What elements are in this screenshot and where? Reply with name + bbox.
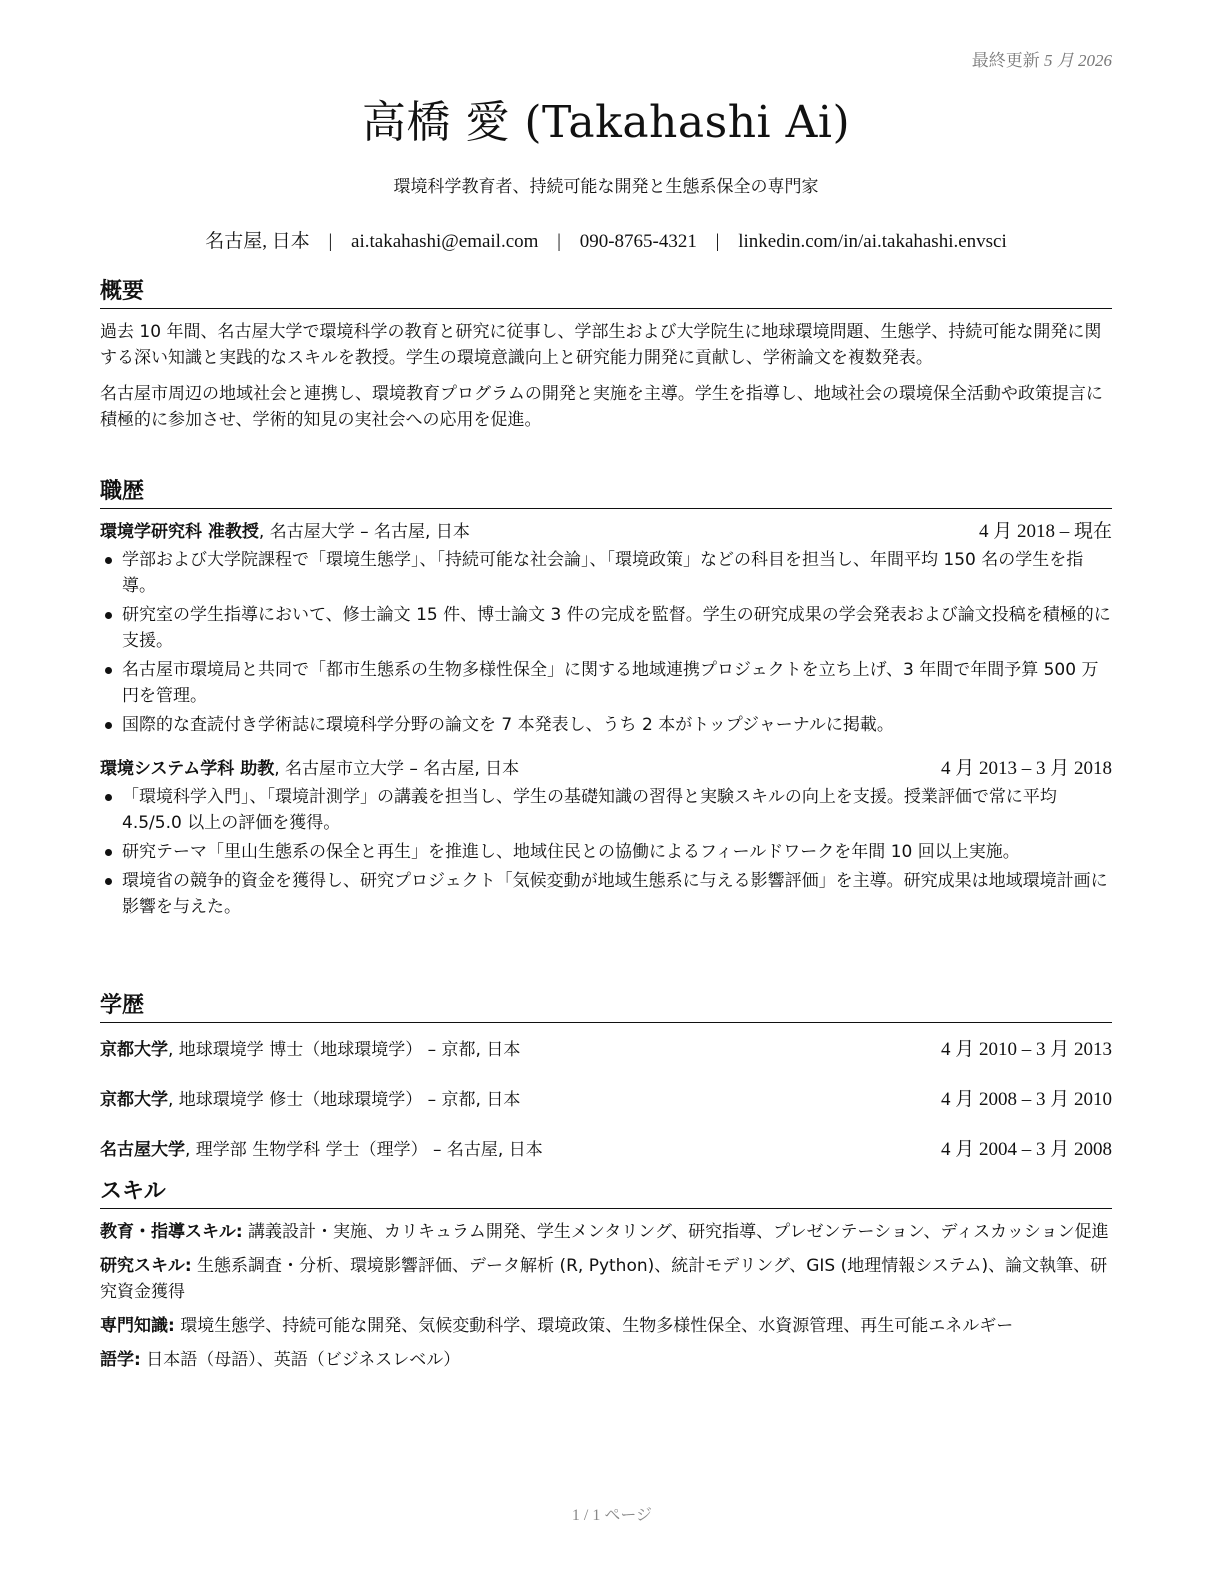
contact-line [100, 226, 1112, 253]
education-item [100, 1037, 1112, 1063]
education-school: 名古屋大学 [100, 1140, 185, 1160]
job-bullets [100, 784, 1112, 920]
contact-email[interactable]: ai.takahashi@email.com [351, 231, 539, 252]
job-bullet: 環境省の競争的資金を獲得し、研究プロジェクト「気候変動が地域生態系に与える影響評価」を主導。研究成果は地域環境計画に影響を与えた。 [122, 868, 1112, 920]
experience-section [100, 478, 1112, 923]
education-dates: 4 月 2008 – 3 月 2010 [940, 1089, 1112, 1110]
education-item [100, 1087, 1112, 1113]
education-dates: 4 月 2010 – 3 月 2013 [940, 1039, 1112, 1060]
skills-title: スキル [100, 1178, 1112, 1209]
job-bullet: 名古屋市環境局と共同で「都市生態系の生物多様性保全」に関する地域連携プロジェクトを立ち上げ、3 年間で年間予算 500 万円を管理。 [122, 657, 1112, 709]
education-dates: 4 月 2004 – 3 月 2008 [940, 1139, 1112, 1160]
job-bullet: 研究室の学生指導において、修士論文 15 件、博士論文 3 件の完成を監督。学生の研究成果の学会発表および論文投稿を積極的に支援。 [122, 602, 1112, 654]
contact-separator: | [557, 231, 561, 252]
education-school: 京都大学 [100, 1040, 168, 1060]
skill-label: 研究スキル: [100, 1256, 192, 1276]
page-number: 1 / 1 ページ [571, 1507, 653, 1524]
headline: 環境科学教育者、持続可能な開発と生態系保全の専門家 [393, 177, 819, 197]
skill-text: 日本語（母語）、英語（ビジネスレベル） [140, 1350, 461, 1370]
job-bullet: 国際的な査読付き学術誌に環境科学分野の論文を 7 本発表し、うち 2 本がトップジャーナルに掲載。 [122, 712, 1112, 738]
job-bullets [100, 547, 1112, 738]
summary-title: 概要 [100, 278, 1112, 309]
education-detail: , 地球環境学 修士（地球環境学） – 京都, 日本 [168, 1090, 521, 1110]
education-item [100, 1137, 1112, 1163]
summary-paragraph: 名古屋市周辺の地域社会と連携し、環境教育プログラムの開発と実施を主導。学生を指導し、地域社会の環境保全活動や政策提言に積極的に参加させ、学術的知見の実社会への応用を促進。 [100, 384, 1103, 430]
summary-paragraph: 過去 10 年間、名古屋大学で環境科学の教育と研究に従事し、学部生および大学院生に地球環境問題、生態学、持続可能な開発に関する深い知識と実践的なスキルを教授。学生の環境意識向上と研究能力開発に貢献し、学術論文を複数発表。 [100, 322, 1102, 368]
skill-text: 講義設計・実施、カリキュラム開発、学生メンタリング、研究指導、プレゼンテーション、ディスカッション促進 [242, 1222, 1109, 1242]
job-role: 環境学研究科 准教授 [100, 522, 259, 542]
job-header [100, 519, 1112, 545]
contact-linkedin[interactable]: linkedin.com/in/ai.takahashi.envsci [738, 231, 1007, 252]
education-detail: , 理学部 生物学科 学士（理学） – 名古屋, 日本 [185, 1140, 543, 1160]
skill-label: 教育・指導スキル: [100, 1222, 243, 1242]
contact-separator: | [715, 231, 720, 252]
contact-phone: 090-8765-4321 [579, 231, 697, 252]
job-dates: 4 月 2018 – 現在 [978, 521, 1112, 542]
job-role: 環境システム学科 助教 [100, 759, 275, 779]
skill-text: 生態系調査・分析、環境影響評価、データ解析 (R, Python)、統計モデリング、GIS (地理情報システム)、論文執筆、研究資金獲得 [100, 1256, 1108, 1302]
education-detail: , 地球環境学 博士（地球環境学） – 京都, 日本 [168, 1040, 521, 1060]
job-bullet: 研究テーマ「里山生態系の保全と再生」を推進し、地域住民との協働によるフィールドワークを年間 10 回以上実施。 [122, 839, 1112, 865]
job-dates: 4 月 2013 – 3 月 2018 [940, 758, 1112, 779]
last-updated-value: 5 月 2026 [1044, 51, 1112, 70]
skills-section [100, 1178, 1112, 1381]
skill-text: 環境生態学、持続可能な開発、気候変動科学、環境政策、生物多様性保全、水資源管理、再生可能エネルギー [174, 1316, 1014, 1336]
job-org: , 名古屋市立大学 – 名古屋, 日本 [274, 759, 520, 779]
skill-item [100, 1347, 1112, 1373]
job-entry [100, 519, 1112, 738]
contact-separator: | [328, 231, 333, 252]
education-section [100, 992, 1112, 1163]
skill-label: 語学: [100, 1350, 141, 1370]
contact-location: 名古屋, 日本 [205, 231, 310, 252]
job-title-line [100, 519, 470, 545]
skill-item [100, 1253, 1112, 1305]
experience-title: 職歴 [100, 478, 1112, 509]
candidate-name: 高橋 愛 (Takahashi Ai) [361, 97, 851, 148]
skill-item [100, 1313, 1112, 1339]
job-org: , 名古屋大学 – 名古屋, 日本 [258, 522, 470, 542]
job-header [100, 756, 1112, 782]
summary-section [100, 278, 1112, 433]
education-title: 学歴 [100, 992, 1112, 1023]
job-bullet: 「環境科学入門」、「環境計測学」の講義を担当し、学生の基礎知識の習得と実験スキルの向上を支援。授業評価で常に平均 4.5/5.0 以上の評価を獲得。 [122, 784, 1112, 836]
job-bullet: 学部および大学院課程で「環境生態学」、「持続可能な社会論」、「環境政策」などの科目を担当し、年間平均 150 名の学生を指導。 [122, 547, 1112, 599]
job-title-line [100, 756, 519, 782]
skill-item [100, 1219, 1112, 1245]
last-updated-label: 最終更新 [971, 51, 1040, 70]
education-school: 京都大学 [100, 1090, 168, 1110]
job-entry [100, 756, 1112, 920]
last-updated [972, 46, 1112, 71]
skill-label: 専門知識: [100, 1316, 175, 1336]
